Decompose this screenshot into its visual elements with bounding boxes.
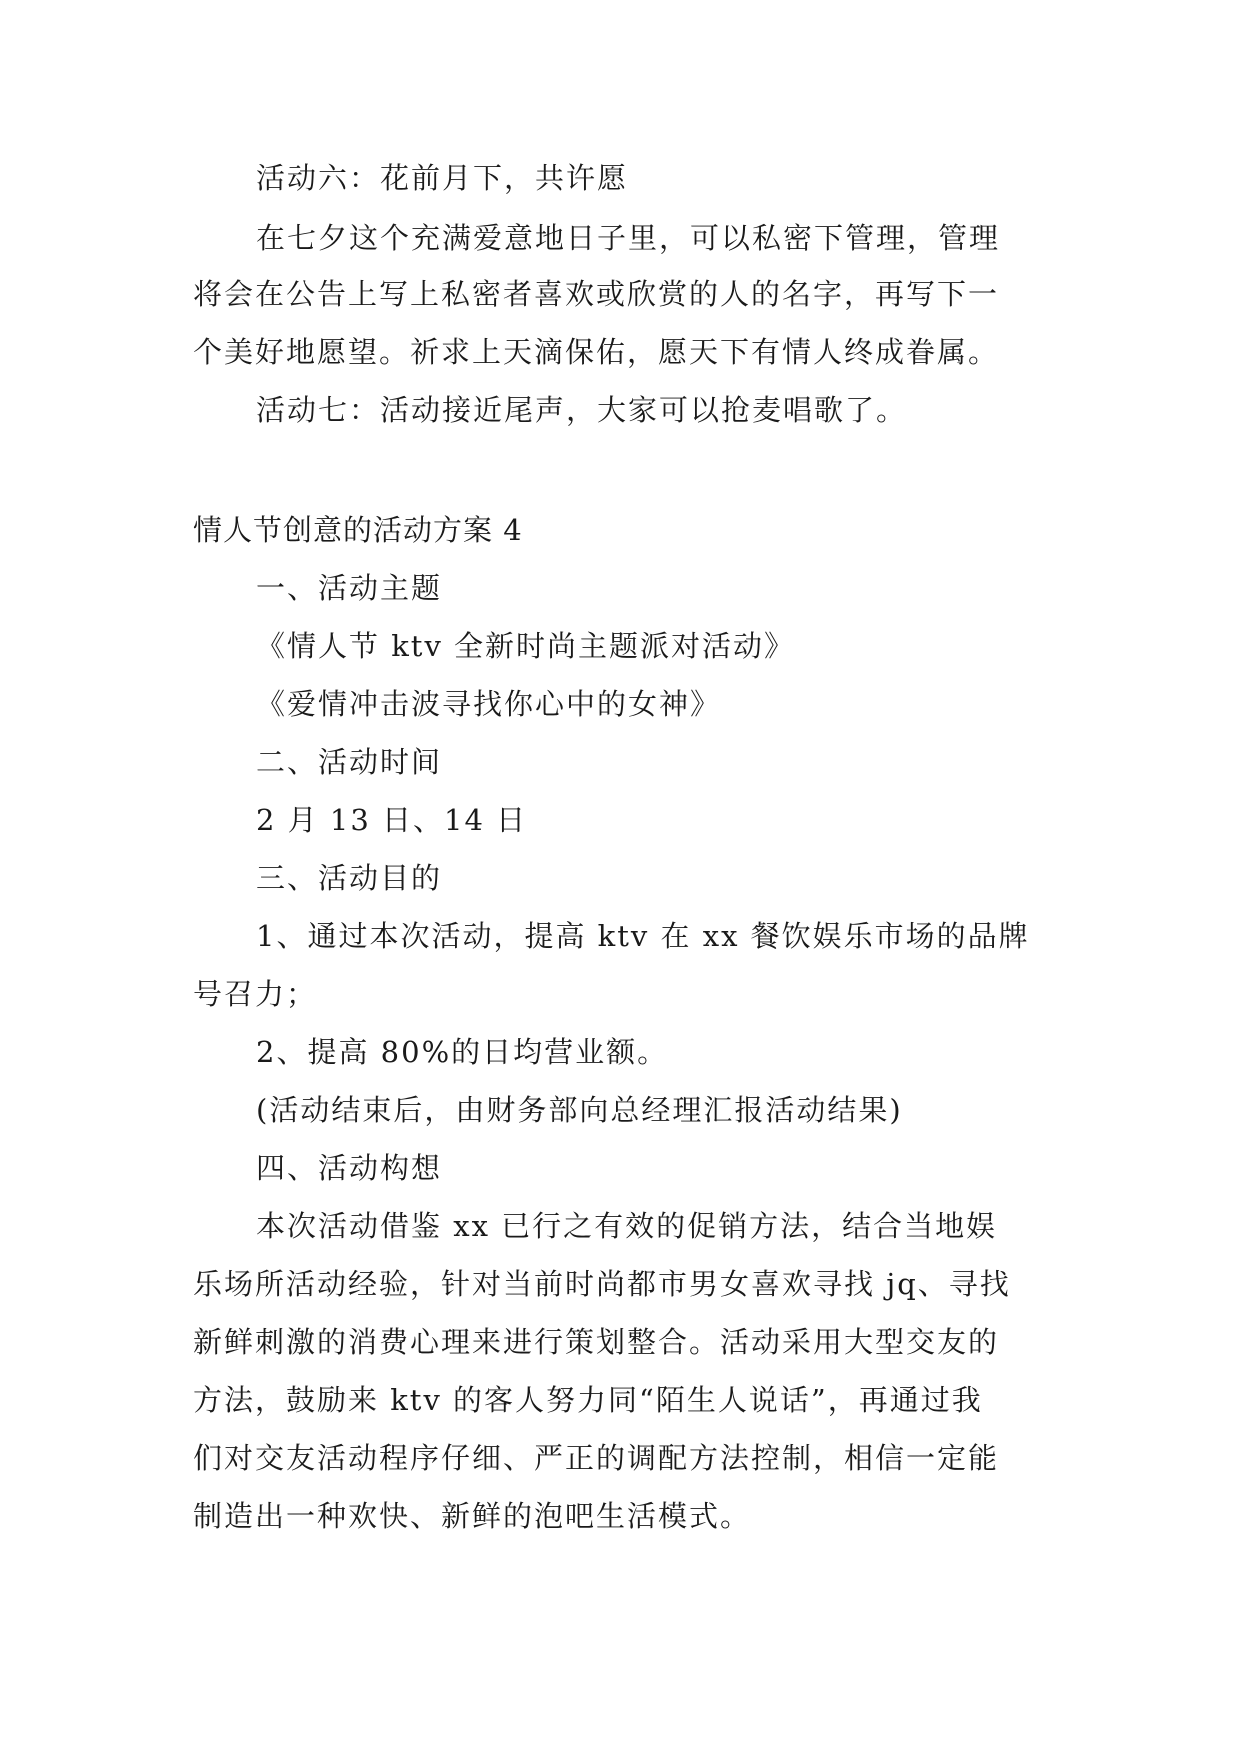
concept-body-line-4: 方法，鼓励来 ktv 的客人努力同“陌生人说话”，再通过我 bbox=[193, 1383, 983, 1417]
purpose-heading: 三、活动目的 bbox=[256, 861, 443, 895]
time-heading: 二、活动时间 bbox=[256, 745, 443, 779]
purpose-2: 2、提高 80%的日均营业额。 bbox=[256, 1035, 669, 1069]
concept-body-line-6: 制造出一种欢快、新鲜的泡吧生活模式。 bbox=[193, 1499, 752, 1533]
concept-heading: 四、活动构想 bbox=[256, 1151, 443, 1185]
activity-6-body-line-2: 将会在公告上写上私密者喜欢或欣赏的人的名字，再写下一 bbox=[193, 277, 1000, 311]
activity-7-text: 活动七：活动接近尾声，大家可以抢麦唱歌了。 bbox=[256, 393, 908, 427]
theme-heading: 一、活动主题 bbox=[256, 571, 443, 605]
concept-body-line-3: 新鲜刺激的消费心理来进行策划整合。活动采用大型交友的 bbox=[193, 1325, 1000, 1359]
purpose-1-line-1: 1、通过本次活动，提高 ktv 在 xx 餐饮娱乐市场的品牌 bbox=[256, 919, 1030, 953]
purpose-note: (活动结束后，由财务部向总经理汇报活动结果) bbox=[256, 1093, 903, 1127]
activity-6-body-line-1: 在七夕这个充满爱意地日子里，可以私密下管理，管理 bbox=[256, 221, 1001, 255]
concept-body-line-1: 本次活动借鉴 xx 已行之有效的促销方法，结合当地娱 bbox=[256, 1209, 998, 1243]
section-title: 情人节创意的活动方案 4 bbox=[193, 513, 523, 547]
purpose-1-line-2: 号召力； bbox=[193, 977, 318, 1011]
concept-body-line-5: 们对交友活动程序仔细、严正的调配方法控制，相信一定能 bbox=[193, 1441, 1000, 1475]
concept-body-line-2: 乐场所活动经验，针对当前时尚都市男女喜欢寻找 jq、寻找 bbox=[193, 1267, 1011, 1301]
theme-item-2: 《爱情冲击波寻找你心中的女神》 bbox=[256, 687, 722, 721]
time-value: 2 月 13 日、14 日 bbox=[256, 803, 528, 837]
theme-item-1: 《情人节 ktv 全新时尚主题派对活动》 bbox=[256, 629, 796, 663]
activity-6-title: 活动六：花前月下，共许愿 bbox=[256, 161, 629, 195]
activity-6-body-line-3: 个美好地愿望。祈求上天滴保佑，愿天下有情人终成眷属。 bbox=[193, 335, 1000, 369]
